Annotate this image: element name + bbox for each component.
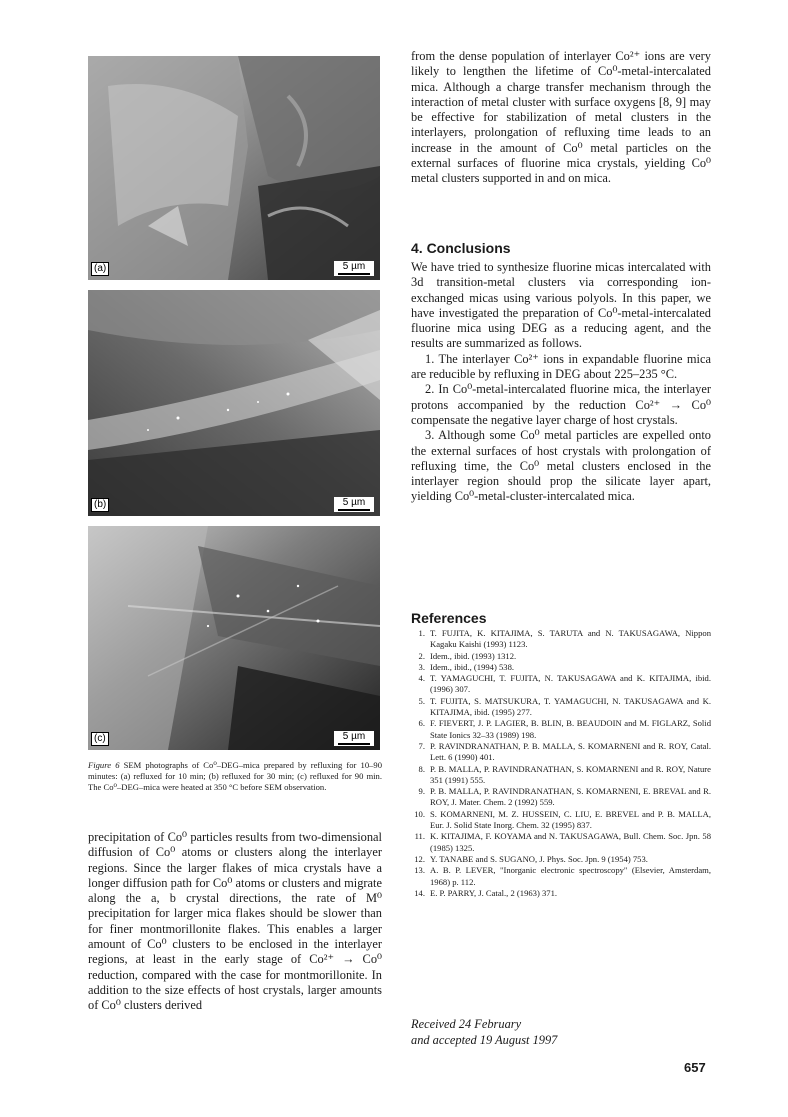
scale-bar-b: 5 µm: [334, 497, 374, 512]
accepted-date: and accepted 19 August 1997: [411, 1033, 558, 1047]
conclusion-item: 1. The interlayer Co²⁺ ions in expandable fluorine mica are reducible by refluxing in DEG about 225–235 °C.: [411, 351, 711, 382]
panel-label-c: (c): [91, 732, 109, 746]
scale-bar-c: 5 µm: [334, 731, 374, 746]
left-column-paragraph: precipitation of Co⁰ particles results from two-dimensional diffusion of Co⁰ atoms or clusters along the interlayer regions. Since the larger flakes of mica crystals have a longer diffusion path for Co⁰ atoms or clusters and migrate along the a, b crystal directions, the rate of M⁰ precipitation for larger mica flakes should be slower than for finer montmorillonite flakes. This enables a larger amount of Co⁰ clusters to be enclosed in the interlayer regions, at least in the early stage of Co²⁺ → Co⁰ reduction, compared with the case for montmorillonite. In addition to the size effects of host crystals, larger amounts of Co⁰ clusters derived: [88, 830, 382, 1013]
conclusions-intro: We have tried to synthesize fluorine micas intercalated with 3d transition-metal clusters via corresponding ion-exchanged micas using various polyols. In this paper, we have investigated the preparation of Co⁰-metal-intercalated fluorine mica using DEG as a reducing agent, and the results are summarized as follows.: [411, 260, 711, 351]
reference-item: 14. E. P. PARRY, J. Catal., 2 (1963) 371.: [414, 887, 558, 898]
reference-item: 4. T. YAMAGUCHI, T. FUJITA, N. TAKUSAGAWA and K. KITAJIMA, ibid. (1996) 307.: [418, 673, 711, 695]
reference-item: 3. Idem., ibid., (1994) 538.: [418, 661, 515, 672]
reference-item: 1. T. FUJITA, K. KITAJIMA, S. TARUTA and N. TAKUSAGAWA, Nippon Kagaku Kaishi (1993) 1123.: [418, 628, 711, 650]
sem-micrograph-b: [88, 290, 380, 516]
page-number: 657: [684, 1060, 706, 1075]
reference-list: [411, 628, 711, 899]
reference-item: 5. T. FUJITA, S. MATSUKURA, T. YAMAGUCHI, N. TAKUSAGAWA and K. KITAJIMA, ibid. (1995) 277.: [418, 695, 711, 718]
conclusion-item: 3. Although some Co⁰ metal particles are expelled onto the external surfaces of host crystals with prolongation of refluxing time, the Co⁰ metal clusters enclosed in the interlayer region should prop the silicate layer apart, yielding Co⁰-metal-cluster-intercalated mica.: [411, 428, 711, 504]
sem-image-b: [88, 290, 380, 516]
references-heading: References: [411, 610, 487, 626]
received-dates: [411, 1016, 557, 1048]
conclusions-heading: 4. Conclusions: [411, 240, 511, 256]
reference-item: 6. F. FIEVERT, J. P. LAGIER, B. BLIN, B. BEAUDOIN and M. FIGLARZ, Solid State Ionics 32–33 (1989) 198.: [418, 718, 711, 740]
sem-micrograph-c: [88, 526, 380, 750]
reference-item: 7. P. RAVINDRANATHAN, P. B. MALLA, S. KOMARNENI and R. ROY, Catal. Lett. 6 (1990) 401.: [418, 740, 711, 763]
panel-label-a: (a): [91, 262, 109, 276]
reference-item: 12. Y. TANABE and S. SUGANO, J. Phys. Soc. Jpn. 9 (1954) 753.: [414, 853, 648, 864]
figure-label: Figure 6: [88, 760, 120, 770]
scale-bar-a: 5 µm: [334, 261, 374, 276]
reference-item: 11. K. KITAJIMA, F. KOYAMA and N. TAKUSAGAWA, Bull. Chem. Soc. Jpn. 58 (1985) 1325.: [414, 831, 711, 853]
figure-caption: [88, 760, 382, 794]
reference-item: 8. P. B. MALLA, P. RAVINDRANATHAN, S. KOMARNENI and R. ROY, Nature 351 (1991) 555.: [418, 763, 711, 785]
sem-image-a: [88, 56, 380, 280]
reference-item: 13. A. B. P. LEVER, "Inorganic electronic spectroscopy" (Elsevier, Amsterdam, 1968) p. 112.: [414, 865, 711, 887]
right-column-paragraph: from the dense population of interlayer Co²⁺ ions are very likely to lengthen the lifetime of Co⁰-metal-intercalated mica. Although a charge transfer mechanism through the interaction of metal cluster with surface oxygens [8, 9] may be effective for stabilization of metal clusters in the interlayers, prolongation of refluxing time leads to an increase in the amount of Co⁰ metal particles on the external surfaces of fluorine mica crystals, yielding Co⁰ metal clusters supported in and on mica.: [411, 49, 711, 186]
sem-micrograph-a: [88, 56, 380, 280]
reference-item: 10. S. KOMARNENI, M. Z. HUSSEIN, C. LIU, E. BREVEL and P. B. MALLA, Eur. J. Solid State Inorg. Chem. 32 (1995) 837.: [414, 808, 711, 831]
panel-label-b: (b): [91, 498, 109, 512]
reference-item: 2. Idem., ibid. (1993) 1312.: [418, 650, 517, 661]
conclusions-body: [411, 260, 711, 505]
reference-item: 9. P. B. MALLA, P. RAVINDRANATHAN, S. KOMARNENI, E. BREVAL and R. ROY, J. Mater. Chem. 2 (1992) 559.: [418, 786, 711, 808]
figure-caption-text: SEM photographs of Co⁰–DEG–mica prepared by refluxing for 10–90 minutes: (a) refluxed for 10 min; (b) refluxed for 30 min; (c) refluxed for 90 min. The Co⁰–DEG–mica were heated at 350 °C before SEM observation.: [88, 760, 383, 793]
sem-image-c: [88, 526, 380, 750]
conclusion-item: 2. In Co⁰-metal-intercalated fluorine mica, the interlayer protons accompanied by the reduction Co²⁺ → Co⁰ compensate the negative layer charge of host crystals.: [411, 382, 711, 427]
received-date: Received 24 February: [411, 1017, 522, 1031]
